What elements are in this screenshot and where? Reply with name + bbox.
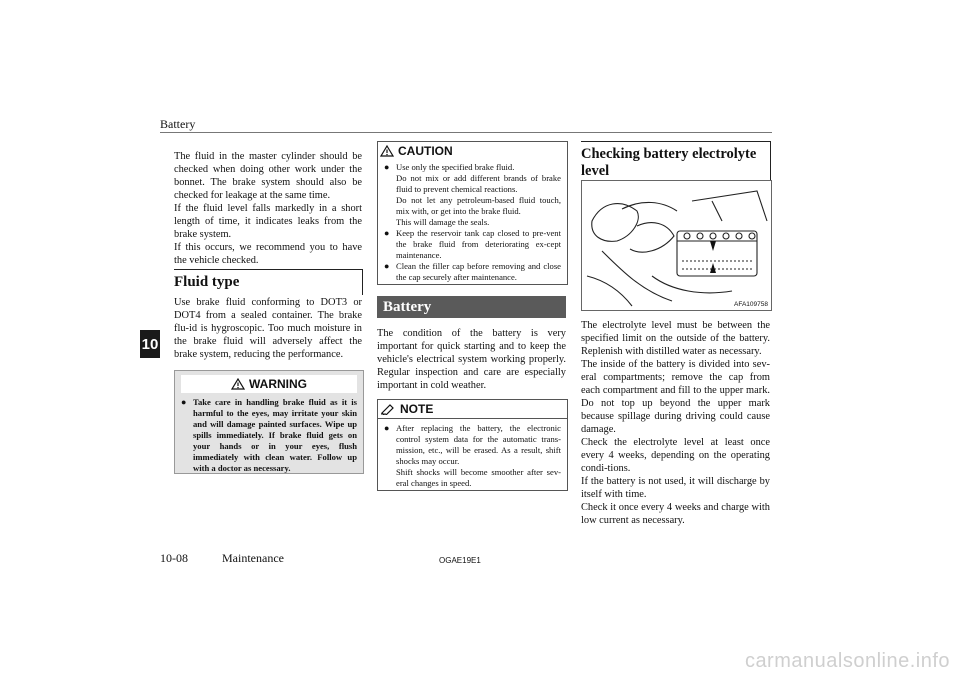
caution-text: Do not let any petroleum-based fluid touch, mix with, or get into the brake fluid. [396,195,561,216]
caution-header [378,142,567,160]
watermark: carmanualsonline.info [744,650,950,672]
electrolyte-paragraph: The electrolyte level must be between the specified limit on the outside of the battery. Replenish with distilled water as necessary. [581,320,770,357]
bullet-dot-icon: ● [384,261,390,271]
footer-section: Maintenance [222,551,284,565]
intro-text [174,150,362,267]
electrolyte-text [581,319,770,527]
figure-code: AFA109758 [734,301,768,308]
doc-code: OGAE19E1 [439,556,481,565]
electrolyte-paragraph: The inside of the battery is divided into sev-eral compartments; remove the cap from each compartment and fill to the upper mark. Do not top up beyond the upper mark because spillage during driving could cause damage. [581,359,770,435]
caution-text: Do not mix or add different brands of brake fluid to prevent chemical reactions. [396,173,561,194]
note-list [378,419,567,489]
battery-illustration [581,180,772,311]
fluid-type-paragraph: Use brake fluid conforming to DOT3 or DOT4 from a sealed container. The brake flu-id is hygroscopic. Too much moisture in the brake fluid will adversely affect the brake system, reducing the performance. [174,297,362,360]
fluid-type-text [174,296,362,361]
caution-text: This will damage the seals. [396,217,490,227]
intro-paragraph: The fluid in the master cylinder should be checked when doing other work under the bonnet. The brake system should also be checked for leakage at the same time. [174,151,362,201]
caution-list [378,160,567,283]
electrolyte-heading: Checking battery electrolyte level [581,141,771,184]
warning-label: WARNING [249,377,307,391]
note-label: NOTE [400,402,434,416]
warning-list [175,395,363,474]
battery-text [377,327,566,392]
battery-heading: Battery [377,296,566,318]
list-item [382,261,561,283]
bullet-dot-icon: ● [384,423,390,433]
note-text: Shift shocks will become smoother after sev-eral changes in speed. [396,467,561,488]
intro-paragraph: If this occurs, we recommend you to have the vehicle checked. [174,242,362,266]
warning-text: Take care in handling brake fluid as it is harmful to the eyes, may irritate your skin and will damage painted surfaces. Wipe up spills immediately. If brake fluid gets on your hands or in your eyes, flush immediately with clean water. Follow up with a doctor as necessary. [193,397,357,473]
caution-text: Use only the specified brake fluid. [396,162,515,172]
bullet-dot-icon: ● [384,162,390,172]
list-item [382,162,561,228]
note-text: After replacing the battery, the electronic control system data for the automatic trans-mission, etc., will be erased. As a result, shift shocks may occur. [396,423,561,466]
intro-paragraph: If the fluid level falls markedly in a short length of time, it indicates leaks from the brake system. [174,203,362,240]
note-pen-icon [380,403,396,415]
header-divider [160,132,772,133]
page-number: 10-08 [160,551,188,565]
bullet-dot-icon: ● [181,397,187,407]
list-item [382,228,561,261]
caution-box [377,141,568,285]
page-header-title: Battery [160,117,196,131]
caution-text: Clean the filler cap before removing and close the cap securely after maintenance. [396,261,561,282]
note-box [377,399,568,491]
warning-triangle-icon [380,145,394,157]
warning-triangle-icon [231,378,245,390]
list-item [382,423,561,489]
caution-label: CAUTION [398,144,453,158]
fluid-type-heading: Fluid type [174,269,363,295]
warning-box [174,370,364,474]
caution-text: Keep the reservoir tank cap closed to pre-vent the brake fluid from deteriorating ex-cept maintenance. [396,228,561,260]
electrolyte-paragraph: Check the electrolyte level at least once every 4 weeks, depending on the operating condi-tions. [581,437,770,474]
electrolyte-paragraph: If the battery is not used, it will discharge by itself with time. [581,476,770,500]
warning-header [181,375,357,393]
battery-engine-bay-drawing [582,181,771,310]
note-header [378,400,567,419]
electrolyte-paragraph: Check it once every 4 weeks and charge with low current as necessary. [581,502,770,526]
chapter-tab: 10 [140,330,160,358]
battery-paragraph: The condition of the battery is very important for quick starting and to keep the vehicle's electrical system working properly. Regular inspection and care are especially important in cold weather. [377,328,566,391]
bullet-dot-icon: ● [384,228,390,238]
list-item [179,397,357,474]
